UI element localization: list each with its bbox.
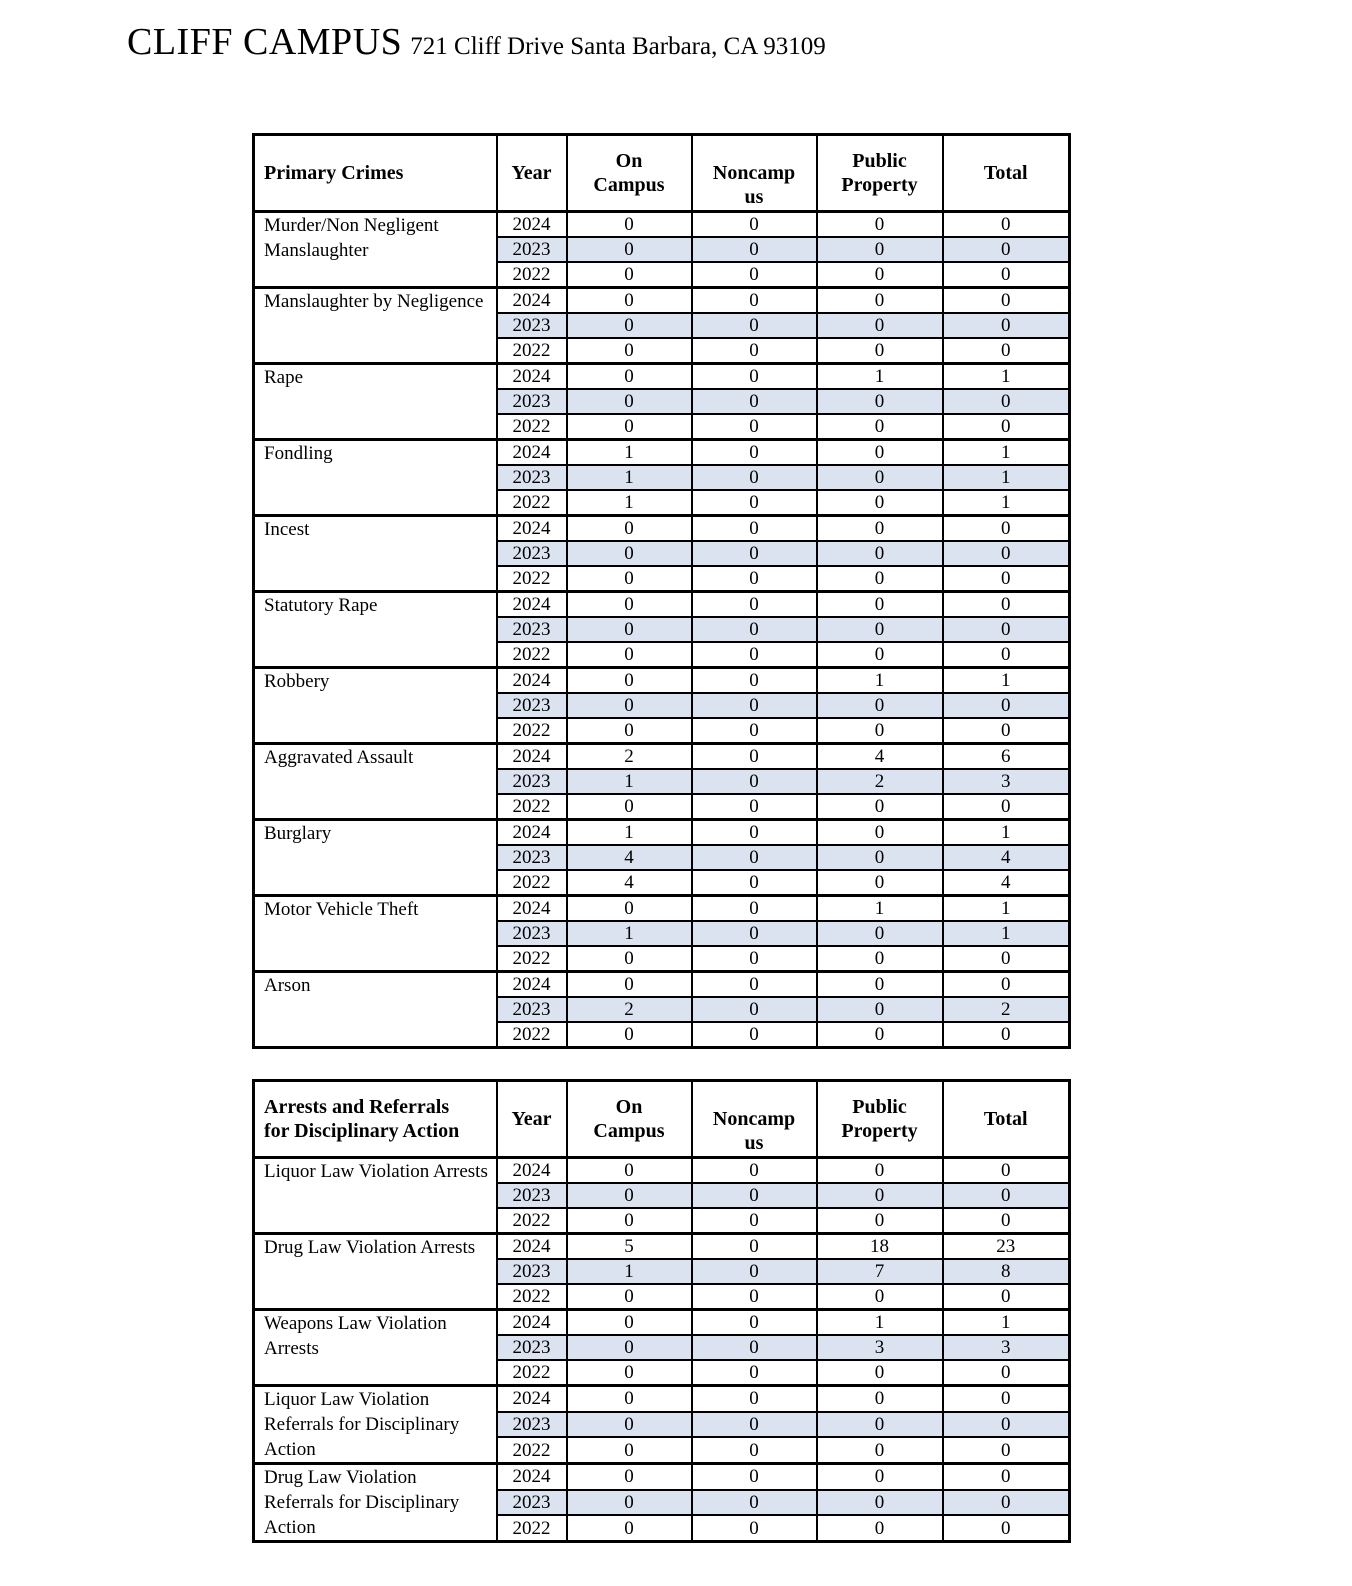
tables-container xyxy=(252,133,1072,1543)
public-property-cell: 18 xyxy=(817,1234,943,1260)
category-cell: Aggravated Assault xyxy=(254,744,497,820)
on-campus-cell: 0 xyxy=(567,288,692,314)
on-campus-cell: 0 xyxy=(567,541,692,566)
stats-row xyxy=(254,288,1070,314)
noncampus-cell: 0 xyxy=(692,1490,817,1516)
year-cell: 2022 xyxy=(497,1284,567,1310)
year-cell: 2024 xyxy=(497,972,567,998)
noncampus-cell: 0 xyxy=(692,566,817,592)
total-cell: 3 xyxy=(943,1335,1070,1360)
public-property-cell: 0 xyxy=(817,693,943,718)
year-cell: 2023 xyxy=(497,313,567,338)
on-campus-cell: 4 xyxy=(567,870,692,896)
total-cell: 1 xyxy=(943,921,1070,946)
on-campus-cell: 1 xyxy=(567,921,692,946)
year-cell: 2022 xyxy=(497,338,567,364)
total-cell: 4 xyxy=(943,845,1070,870)
column-header-on-campus: On Campus xyxy=(567,135,692,212)
on-campus-cell: 0 xyxy=(567,338,692,364)
total-cell: 0 xyxy=(943,1386,1070,1412)
document-title xyxy=(127,20,826,64)
year-cell: 2022 xyxy=(497,490,567,516)
public-property-cell: 0 xyxy=(817,1183,943,1208)
public-property-cell: 3 xyxy=(817,1335,943,1360)
public-property-cell: 0 xyxy=(817,946,943,972)
public-property-cell: 0 xyxy=(817,1360,943,1386)
year-cell: 2023 xyxy=(497,693,567,718)
total-cell: 1 xyxy=(943,364,1070,390)
total-cell: 0 xyxy=(943,617,1070,642)
total-cell: 0 xyxy=(943,541,1070,566)
total-cell: 0 xyxy=(943,288,1070,314)
total-cell: 0 xyxy=(943,237,1070,262)
year-cell: 2022 xyxy=(497,566,567,592)
noncampus-cell: 0 xyxy=(692,1183,817,1208)
category-cell: Fondling xyxy=(254,440,497,516)
on-campus-cell: 0 xyxy=(567,1284,692,1310)
public-property-cell: 0 xyxy=(817,389,943,414)
arrests-referrals-header-row xyxy=(254,1081,1070,1158)
noncampus-cell: 0 xyxy=(692,1412,817,1438)
category-cell: Liquor Law Violation Referrals for Disciplinary Action xyxy=(254,1386,497,1464)
stats-row xyxy=(254,364,1070,390)
year-cell: 2022 xyxy=(497,794,567,820)
column-header-noncampus: Noncampus xyxy=(692,135,817,212)
on-campus-cell: 0 xyxy=(567,1335,692,1360)
year-cell: 2022 xyxy=(497,870,567,896)
year-cell: 2023 xyxy=(497,845,567,870)
on-campus-cell: 1 xyxy=(567,1259,692,1284)
year-cell: 2024 xyxy=(497,744,567,770)
noncampus-cell: 0 xyxy=(692,617,817,642)
on-campus-cell: 0 xyxy=(567,212,692,238)
on-campus-cell: 1 xyxy=(567,820,692,846)
category-cell: Robbery xyxy=(254,668,497,744)
on-campus-cell: 0 xyxy=(567,566,692,592)
noncampus-cell: 0 xyxy=(692,1259,817,1284)
total-cell: 8 xyxy=(943,1259,1070,1284)
public-property-cell: 0 xyxy=(817,820,943,846)
public-property-cell: 0 xyxy=(817,845,943,870)
noncampus-cell: 0 xyxy=(692,946,817,972)
noncampus-cell: 0 xyxy=(692,1437,817,1463)
public-property-cell: 0 xyxy=(817,490,943,516)
table-title: Primary Crimes xyxy=(264,162,404,184)
total-cell: 0 xyxy=(943,1490,1070,1516)
total-cell: 0 xyxy=(943,1022,1070,1048)
on-campus-cell: 0 xyxy=(567,693,692,718)
year-cell: 2022 xyxy=(497,642,567,668)
noncampus-cell: 0 xyxy=(692,744,817,770)
on-campus-cell: 4 xyxy=(567,845,692,870)
stats-row xyxy=(254,516,1070,542)
total-cell: 1 xyxy=(943,440,1070,466)
year-cell: 2022 xyxy=(497,414,567,440)
year-cell: 2024 xyxy=(497,440,567,466)
public-property-cell: 0 xyxy=(817,414,943,440)
column-header-on-campus: On Campus xyxy=(567,1081,692,1158)
total-cell: 0 xyxy=(943,566,1070,592)
public-property-cell: 0 xyxy=(817,237,943,262)
column-header-arrests-referrals xyxy=(254,1081,497,1158)
category-cell: Statutory Rape xyxy=(254,592,497,668)
noncampus-cell: 0 xyxy=(692,972,817,998)
stats-row xyxy=(254,896,1070,922)
noncampus-cell: 0 xyxy=(692,668,817,694)
stats-row xyxy=(254,1310,1070,1336)
year-cell: 2023 xyxy=(497,237,567,262)
noncampus-cell: 0 xyxy=(692,288,817,314)
column-header-primary-crimes xyxy=(254,135,497,212)
public-property-cell: 0 xyxy=(817,718,943,744)
noncampus-cell: 0 xyxy=(692,820,817,846)
noncampus-cell: 0 xyxy=(692,718,817,744)
primary-crimes-header-row xyxy=(254,135,1070,212)
noncampus-cell: 0 xyxy=(692,1360,817,1386)
campus-name: CLIFF CAMPUS xyxy=(127,21,403,63)
column-header-year: Year xyxy=(497,1081,567,1158)
year-cell: 2023 xyxy=(497,1490,567,1516)
noncampus-cell: 0 xyxy=(692,1158,817,1184)
category-cell: Drug Law Violation Arrests xyxy=(254,1234,497,1310)
noncampus-cell: 0 xyxy=(692,465,817,490)
public-property-cell: 0 xyxy=(817,1386,943,1412)
year-cell: 2024 xyxy=(497,668,567,694)
year-cell: 2022 xyxy=(497,718,567,744)
stats-row xyxy=(254,820,1070,846)
total-cell: 0 xyxy=(943,592,1070,618)
on-campus-cell: 0 xyxy=(567,414,692,440)
noncampus-cell: 0 xyxy=(692,1386,817,1412)
total-cell: 1 xyxy=(943,465,1070,490)
noncampus-cell: 0 xyxy=(692,212,817,238)
on-campus-cell: 0 xyxy=(567,668,692,694)
total-cell: 0 xyxy=(943,1464,1070,1490)
on-campus-cell: 1 xyxy=(567,440,692,466)
on-campus-cell: 0 xyxy=(567,718,692,744)
public-property-cell: 0 xyxy=(817,1490,943,1516)
primary-crimes-table xyxy=(252,133,1071,1049)
on-campus-cell: 2 xyxy=(567,997,692,1022)
year-cell: 2024 xyxy=(497,1158,567,1184)
on-campus-cell: 1 xyxy=(567,465,692,490)
on-campus-cell: 0 xyxy=(567,364,692,390)
on-campus-cell: 0 xyxy=(567,1464,692,1490)
public-property-cell: 0 xyxy=(817,870,943,896)
column-header-total: Total xyxy=(943,1081,1070,1158)
year-cell: 2023 xyxy=(497,921,567,946)
public-property-cell: 0 xyxy=(817,440,943,466)
on-campus-cell: 0 xyxy=(567,1208,692,1234)
total-cell: 1 xyxy=(943,668,1070,694)
year-cell: 2024 xyxy=(497,212,567,238)
public-property-cell: 0 xyxy=(817,1515,943,1541)
campus-address: 721 Cliff Drive Santa Barbara, CA 93109 xyxy=(410,33,826,60)
year-cell: 2023 xyxy=(497,1335,567,1360)
total-cell: 0 xyxy=(943,1360,1070,1386)
on-campus-cell: 2 xyxy=(567,744,692,770)
total-cell: 23 xyxy=(943,1234,1070,1260)
noncampus-cell: 0 xyxy=(692,1335,817,1360)
on-campus-cell: 0 xyxy=(567,642,692,668)
stats-row xyxy=(254,1464,1070,1490)
year-cell: 2024 xyxy=(497,1386,567,1412)
stats-row xyxy=(254,592,1070,618)
total-cell: 0 xyxy=(943,972,1070,998)
noncampus-cell: 0 xyxy=(692,414,817,440)
total-cell: 3 xyxy=(943,769,1070,794)
public-property-cell: 0 xyxy=(817,972,943,998)
on-campus-cell: 0 xyxy=(567,617,692,642)
on-campus-cell: 0 xyxy=(567,592,692,618)
on-campus-cell: 0 xyxy=(567,1158,692,1184)
on-campus-cell: 0 xyxy=(567,972,692,998)
stats-row xyxy=(254,1386,1070,1412)
noncampus-cell: 0 xyxy=(692,389,817,414)
public-property-cell: 0 xyxy=(817,516,943,542)
on-campus-cell: 0 xyxy=(567,237,692,262)
year-cell: 2024 xyxy=(497,364,567,390)
on-campus-cell: 0 xyxy=(567,389,692,414)
on-campus-cell: 1 xyxy=(567,769,692,794)
year-cell: 2022 xyxy=(497,1208,567,1234)
total-cell: 0 xyxy=(943,516,1070,542)
stats-row xyxy=(254,440,1070,466)
year-cell: 2023 xyxy=(497,541,567,566)
noncampus-cell: 0 xyxy=(692,516,817,542)
on-campus-cell: 0 xyxy=(567,1360,692,1386)
public-property-cell: 0 xyxy=(817,1437,943,1463)
total-cell: 1 xyxy=(943,1310,1070,1336)
total-cell: 0 xyxy=(943,414,1070,440)
public-property-cell: 0 xyxy=(817,313,943,338)
total-cell: 0 xyxy=(943,1515,1070,1541)
total-cell: 6 xyxy=(943,744,1070,770)
year-cell: 2023 xyxy=(497,465,567,490)
stats-row xyxy=(254,1234,1070,1260)
total-cell: 4 xyxy=(943,870,1070,896)
total-cell: 0 xyxy=(943,794,1070,820)
total-cell: 1 xyxy=(943,820,1070,846)
on-campus-cell: 0 xyxy=(567,1183,692,1208)
noncampus-cell: 0 xyxy=(692,490,817,516)
category-cell: Manslaughter by Negligence xyxy=(254,288,497,364)
total-cell: 0 xyxy=(943,718,1070,744)
stats-row xyxy=(254,212,1070,238)
total-cell: 0 xyxy=(943,262,1070,288)
noncampus-cell: 0 xyxy=(692,1464,817,1490)
noncampus-cell: 0 xyxy=(692,870,817,896)
year-cell: 2023 xyxy=(497,1412,567,1438)
on-campus-cell: 0 xyxy=(567,313,692,338)
noncampus-cell: 0 xyxy=(692,541,817,566)
public-property-cell: 0 xyxy=(817,642,943,668)
category-cell: Arson xyxy=(254,972,497,1048)
public-property-cell: 0 xyxy=(817,465,943,490)
on-campus-cell: 0 xyxy=(567,946,692,972)
noncampus-cell: 0 xyxy=(692,237,817,262)
year-cell: 2024 xyxy=(497,1310,567,1336)
column-header-public-property: Public Property xyxy=(817,1081,943,1158)
public-property-cell: 0 xyxy=(817,541,943,566)
public-property-cell: 0 xyxy=(817,1158,943,1184)
public-property-cell: 0 xyxy=(817,212,943,238)
noncampus-cell: 0 xyxy=(692,1208,817,1234)
year-cell: 2022 xyxy=(497,262,567,288)
noncampus-cell: 0 xyxy=(692,1234,817,1260)
noncampus-cell: 0 xyxy=(692,845,817,870)
noncampus-cell: 0 xyxy=(692,338,817,364)
noncampus-cell: 0 xyxy=(692,440,817,466)
column-header-year: Year xyxy=(497,135,567,212)
public-property-cell: 0 xyxy=(817,997,943,1022)
year-cell: 2023 xyxy=(497,1259,567,1284)
total-cell: 0 xyxy=(943,1412,1070,1438)
column-header-public-property: Public Property xyxy=(817,135,943,212)
total-cell: 1 xyxy=(943,490,1070,516)
year-cell: 2023 xyxy=(497,389,567,414)
total-cell: 0 xyxy=(943,1208,1070,1234)
noncampus-cell: 0 xyxy=(692,592,817,618)
year-cell: 2024 xyxy=(497,288,567,314)
total-cell: 0 xyxy=(943,389,1070,414)
column-header-total: Total xyxy=(943,135,1070,212)
on-campus-cell: 0 xyxy=(567,896,692,922)
public-property-cell: 0 xyxy=(817,617,943,642)
total-cell: 1 xyxy=(943,896,1070,922)
noncampus-cell: 0 xyxy=(692,1284,817,1310)
category-cell: Incest xyxy=(254,516,497,592)
year-cell: 2024 xyxy=(497,1234,567,1260)
on-campus-cell: 5 xyxy=(567,1234,692,1260)
year-cell: 2022 xyxy=(497,1437,567,1463)
on-campus-cell: 1 xyxy=(567,490,692,516)
noncampus-cell: 0 xyxy=(692,313,817,338)
noncampus-cell: 0 xyxy=(692,921,817,946)
year-cell: 2024 xyxy=(497,1464,567,1490)
arrests-referrals-table xyxy=(252,1079,1071,1543)
total-cell: 0 xyxy=(943,1183,1070,1208)
category-cell: Liquor Law Violation Arrests xyxy=(254,1158,497,1234)
on-campus-cell: 0 xyxy=(567,1310,692,1336)
category-cell: Weapons Law Violation Arrests xyxy=(254,1310,497,1386)
noncampus-cell: 0 xyxy=(692,642,817,668)
on-campus-cell: 0 xyxy=(567,1412,692,1438)
on-campus-cell: 0 xyxy=(567,1386,692,1412)
noncampus-cell: 0 xyxy=(692,1022,817,1048)
total-cell: 0 xyxy=(943,212,1070,238)
noncampus-cell: 0 xyxy=(692,769,817,794)
public-property-cell: 0 xyxy=(817,1284,943,1310)
public-property-cell: 4 xyxy=(817,744,943,770)
public-property-cell: 0 xyxy=(817,1022,943,1048)
year-cell: 2024 xyxy=(497,516,567,542)
year-cell: 2023 xyxy=(497,1183,567,1208)
on-campus-cell: 0 xyxy=(567,516,692,542)
noncampus-cell: 0 xyxy=(692,364,817,390)
table-title: Arrests and Referrals for Disciplinary Action xyxy=(264,1096,460,1142)
on-campus-cell: 0 xyxy=(567,262,692,288)
on-campus-cell: 0 xyxy=(567,1022,692,1048)
category-cell: Drug Law Violation Referrals for Disciplinary Action xyxy=(254,1464,497,1542)
total-cell: 0 xyxy=(943,946,1070,972)
year-cell: 2022 xyxy=(497,1022,567,1048)
year-cell: 2023 xyxy=(497,617,567,642)
public-property-cell: 0 xyxy=(817,566,943,592)
total-cell: 0 xyxy=(943,1158,1070,1184)
total-cell: 2 xyxy=(943,997,1070,1022)
public-property-cell: 1 xyxy=(817,668,943,694)
public-property-cell: 7 xyxy=(817,1259,943,1284)
column-header-noncampus: Noncampus xyxy=(692,1081,817,1158)
noncampus-cell: 0 xyxy=(692,1310,817,1336)
noncampus-cell: 0 xyxy=(692,1515,817,1541)
stats-row xyxy=(254,668,1070,694)
total-cell: 0 xyxy=(943,693,1070,718)
category-cell: Motor Vehicle Theft xyxy=(254,896,497,972)
noncampus-cell: 0 xyxy=(692,896,817,922)
total-cell: 0 xyxy=(943,1284,1070,1310)
on-campus-cell: 0 xyxy=(567,1490,692,1516)
public-property-cell: 0 xyxy=(817,338,943,364)
category-cell: Murder/Non Negligent Manslaughter xyxy=(254,212,497,288)
noncampus-cell: 0 xyxy=(692,794,817,820)
category-cell: Burglary xyxy=(254,820,497,896)
year-cell: 2022 xyxy=(497,1515,567,1541)
total-cell: 0 xyxy=(943,642,1070,668)
on-campus-cell: 0 xyxy=(567,1437,692,1463)
stats-row xyxy=(254,972,1070,998)
public-property-cell: 0 xyxy=(817,592,943,618)
public-property-cell: 1 xyxy=(817,364,943,390)
year-cell: 2024 xyxy=(497,820,567,846)
public-property-cell: 0 xyxy=(817,288,943,314)
public-property-cell: 2 xyxy=(817,769,943,794)
total-cell: 0 xyxy=(943,313,1070,338)
total-cell: 0 xyxy=(943,1437,1070,1463)
public-property-cell: 0 xyxy=(817,921,943,946)
year-cell: 2022 xyxy=(497,946,567,972)
year-cell: 2023 xyxy=(497,997,567,1022)
on-campus-cell: 0 xyxy=(567,794,692,820)
stats-row xyxy=(254,744,1070,770)
public-property-cell: 0 xyxy=(817,1464,943,1490)
noncampus-cell: 0 xyxy=(692,693,817,718)
noncampus-cell: 0 xyxy=(692,997,817,1022)
stats-row xyxy=(254,1158,1070,1184)
year-cell: 2024 xyxy=(497,896,567,922)
public-property-cell: 0 xyxy=(817,262,943,288)
on-campus-cell: 0 xyxy=(567,1515,692,1541)
year-cell: 2023 xyxy=(497,769,567,794)
public-property-cell: 0 xyxy=(817,794,943,820)
total-cell: 0 xyxy=(943,338,1070,364)
category-cell: Rape xyxy=(254,364,497,440)
public-property-cell: 0 xyxy=(817,1412,943,1438)
public-property-cell: 1 xyxy=(817,1310,943,1336)
public-property-cell: 1 xyxy=(817,896,943,922)
year-cell: 2022 xyxy=(497,1360,567,1386)
year-cell: 2024 xyxy=(497,592,567,618)
public-property-cell: 0 xyxy=(817,1208,943,1234)
noncampus-cell: 0 xyxy=(692,262,817,288)
